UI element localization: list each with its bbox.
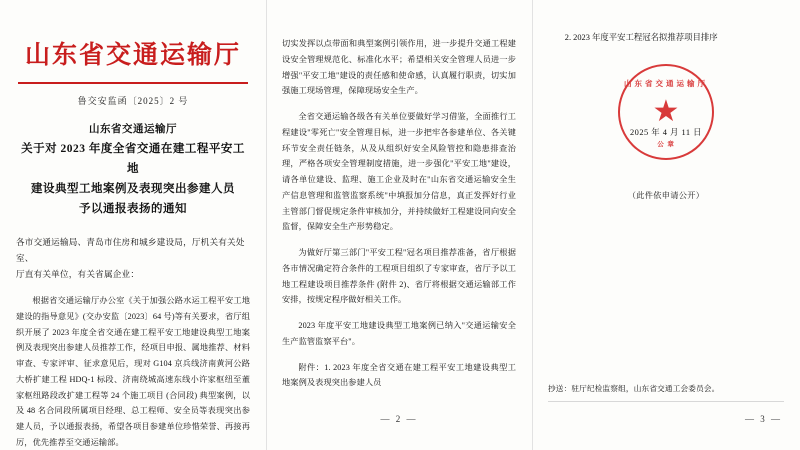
seal-arc-bottom: 公 章 bbox=[657, 140, 675, 148]
seal-star-icon: ★ bbox=[652, 94, 680, 128]
seal-area bbox=[548, 64, 784, 184]
document-number: 鲁交安监函〔2025〕2 号 bbox=[77, 95, 189, 106]
letterhead-red-rule bbox=[18, 82, 248, 84]
document-title bbox=[16, 121, 250, 220]
document-page-2 bbox=[266, 0, 532, 450]
public-disclosure-note: （此件依申请公开） bbox=[627, 190, 705, 200]
attachment-heading: 2. 2023 年度平安工程冠名拟推荐项目排序 bbox=[564, 33, 718, 42]
letterhead-title: 山东省交通运输厅 bbox=[24, 42, 241, 69]
body-paragraph: 根据省交通运输厅办公室《关于加强公路水运工程平安工地建设的指导意见》(交办安监〔2023〕64 号)等有关要求，省厅组织开展了 2023 年度全省交通在建工程平安工地建设典型工地案例及表现突出参建人员推荐工作，经项目申报、属地推荐、材料审查、专家评审、征求意见后，现对 G104 京兵线济南黄河公路大桥扩建工程 HDQ-1 标段、济南绕城高速东线小许家枢纽至董家枢纽路段改扩建工程等 24 个施工项目 (合同段) 典型案例，以及 48 名合同段所属项目经理、总工程师、安全员等表现突出参建人员，予以通报表扬，希望各项目参建单位珍惜荣誉、再接再厉，优先推荐至交通运输部。 bbox=[16, 296, 250, 447]
body-paragraph: 切实发挥以点带面和典型案例引领作用，进一步提升交通工程建设安全管理规范化、标准化水平；希望相关安全管理人员进一步增强"平安工地"建设的责任感和使命感，认真履行职责，切实加强施工现场管理，保障现场安全生产。 bbox=[282, 39, 516, 96]
body-paragraph: 为做好厅第三部门"平安工程"冠名项目推荐准备，省厅根据各市情况确定符合条件的工程项目组织了专家审查，省厅予以工地工程建设项目推荐条件 (附件 2)、省厅将根据交通运输部工作安排，按规定程序做好相关工作。 bbox=[282, 248, 516, 305]
title-line-3: 建设典型工地案例及表现突出参建人员 bbox=[31, 183, 235, 196]
salutation-line-2: 厅直有关单位，有关省属企业： bbox=[16, 269, 140, 280]
seal-arc-top: 山东省交通运输厅 bbox=[624, 78, 708, 88]
seal-date: 2025 年 4 月 11 日 bbox=[629, 127, 703, 137]
title-line-2: 关于对 2023 年度全省交通在建工程平安工地 bbox=[21, 142, 245, 175]
document-page-1 bbox=[0, 0, 266, 450]
page-number: — 3 — bbox=[745, 414, 782, 424]
document-page-3 bbox=[532, 0, 800, 450]
footer-rule bbox=[548, 401, 784, 402]
body-paragraph: 2023 年度平安工地建设典型工地案例已纳入"交通运输安全生产监管监察平台"。 bbox=[282, 321, 516, 346]
attachment-line: 附件：1. 2023 年度全省交通在建工程平安工地建设典型工地案例及表现突出参建人员 bbox=[282, 362, 516, 388]
carbon-copy-line: 抄送：驻厅纪检监察组，山东省交通工会委员会。 bbox=[548, 384, 720, 393]
title-line-1: 山东省交通运输厅 bbox=[89, 123, 177, 135]
title-line-4: 予以通报表扬的通知 bbox=[79, 203, 187, 216]
seal-stamp-icon bbox=[618, 64, 714, 160]
body-paragraph: 全省交通运输各级各有关单位要做好学习借鉴，全面推行工程建设"零死亡"安全管理目标，进一步把牢各参建单位、各关键环节安全责任链条，从及从组织好安全风险管控和隐患排查治理，严格各项安全管理制度措施，进一步强化"平安工地"建设，请各单位建设、监理、施工企业及时在"山东省交通运输安全生产信息管理和监管监察系统"中填报加分信息，真正发挥好行业主管部门督促规定条件审核加分，并持续做好工程建设同向安全监督，保障安全生产形势稳定。 bbox=[282, 112, 516, 232]
salutation-line-1: 各市交通运输局、青岛市住房和城乡建设局，厅机关有关处室、 bbox=[16, 237, 245, 264]
salutation bbox=[16, 235, 250, 283]
page-number: — 2 — bbox=[380, 414, 418, 424]
